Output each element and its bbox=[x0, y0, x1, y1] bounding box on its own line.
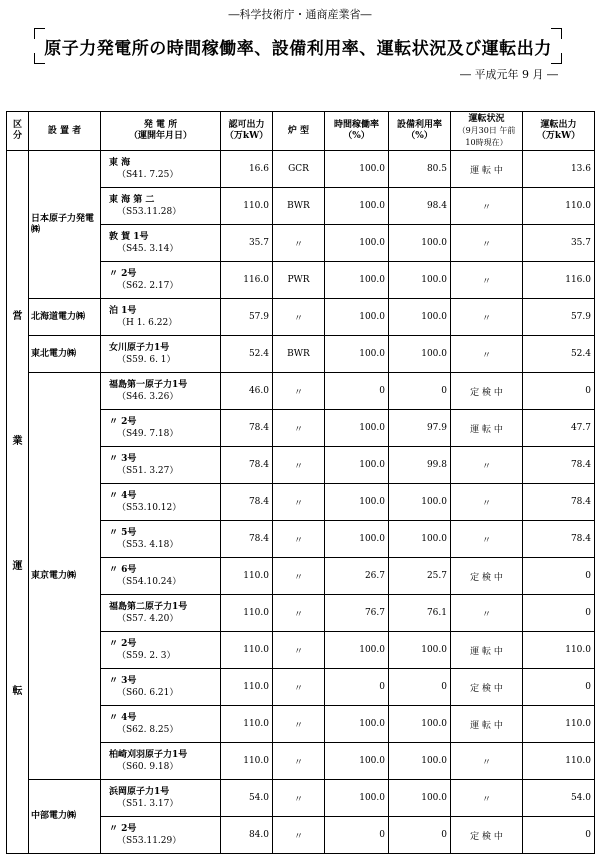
status-cell: 〃 bbox=[451, 299, 523, 336]
facility-rate-cell: 0 bbox=[389, 669, 451, 706]
plant-cell: 敦 賀 1号 （S45. 3.14） bbox=[101, 225, 221, 262]
page-title: 原子力発電所の時間稼働率、設備利用率、運転状況及び運転出力 bbox=[44, 39, 552, 59]
facility-rate-cell: 80.5 bbox=[389, 151, 451, 188]
reactor-cell: PWR bbox=[273, 262, 325, 299]
facility-rate-cell: 100.0 bbox=[389, 299, 451, 336]
time-rate-cell: 100.0 bbox=[325, 447, 389, 484]
time-rate-cell: 100.0 bbox=[325, 632, 389, 669]
col-reactor: 炉 型 bbox=[273, 112, 325, 151]
facility-rate-cell: 100.0 bbox=[389, 780, 451, 817]
facility-rate-cell: 98.4 bbox=[389, 188, 451, 225]
facility-rate-cell: 76.1 bbox=[389, 595, 451, 632]
time-rate-cell: 26.7 bbox=[325, 558, 389, 595]
company-cell: 東京電力㈱ bbox=[29, 373, 101, 780]
capacity-cell: 84.0 bbox=[221, 817, 273, 854]
output-cell: 0 bbox=[523, 558, 595, 595]
time-rate-cell: 100.0 bbox=[325, 410, 389, 447]
plant-cell: 東 海 （S41. 7.25） bbox=[101, 151, 221, 188]
facility-rate-cell: 100.0 bbox=[389, 743, 451, 780]
output-cell: 110.0 bbox=[523, 743, 595, 780]
col-status: 運転状況 （9月30日 午前10時現在） bbox=[451, 112, 523, 151]
reactor-cell: 〃 bbox=[273, 521, 325, 558]
time-rate-cell: 100.0 bbox=[325, 521, 389, 558]
capacity-cell: 52.4 bbox=[221, 336, 273, 373]
facility-rate-cell: 25.7 bbox=[389, 558, 451, 595]
plant-cell: 〃 2号 （S59. 2. 3） bbox=[101, 632, 221, 669]
output-cell: 54.0 bbox=[523, 780, 595, 817]
plant-cell: 浜岡原子力1号 （S51. 3.17） bbox=[101, 780, 221, 817]
output-cell: 116.0 bbox=[523, 262, 595, 299]
status-cell: 〃 bbox=[451, 447, 523, 484]
time-rate-cell: 100.0 bbox=[325, 151, 389, 188]
reactor-cell: 〃 bbox=[273, 780, 325, 817]
output-cell: 110.0 bbox=[523, 188, 595, 225]
plant-cell: 〃 3号 （S60. 6.21） bbox=[101, 669, 221, 706]
reactor-cell: 〃 bbox=[273, 595, 325, 632]
time-rate-cell: 100.0 bbox=[325, 225, 389, 262]
plant-cell: 泊 1号 （H 1. 6.22） bbox=[101, 299, 221, 336]
col-time-rate: 時間稼働率 （%） bbox=[325, 112, 389, 151]
capacity-cell: 110.0 bbox=[221, 743, 273, 780]
plant-cell: 〃 2号 （S49. 7.18） bbox=[101, 410, 221, 447]
col-kubun: 区分 bbox=[7, 112, 29, 151]
time-rate-cell: 100.0 bbox=[325, 188, 389, 225]
output-cell: 110.0 bbox=[523, 632, 595, 669]
status-cell: 〃 bbox=[451, 336, 523, 373]
output-cell: 78.4 bbox=[523, 447, 595, 484]
capacity-cell: 110.0 bbox=[221, 558, 273, 595]
plant-cell: 東 海 第 二 （S53.11.28） bbox=[101, 188, 221, 225]
capacity-cell: 110.0 bbox=[221, 632, 273, 669]
status-cell: 〃 bbox=[451, 484, 523, 521]
company-cell: 中部電力㈱ bbox=[29, 780, 101, 854]
table-row bbox=[7, 151, 595, 188]
reactor-cell: 〃 bbox=[273, 299, 325, 336]
status-cell: 〃 bbox=[451, 225, 523, 262]
status-cell: 〃 bbox=[451, 262, 523, 299]
capacity-cell: 116.0 bbox=[221, 262, 273, 299]
plant-cell: 〃 6号 （S54.10.24） bbox=[101, 558, 221, 595]
title-frame bbox=[34, 28, 562, 64]
reactor-cell: GCR bbox=[273, 151, 325, 188]
capacity-cell: 46.0 bbox=[221, 373, 273, 410]
status-cell: 〃 bbox=[451, 521, 523, 558]
output-cell: 110.0 bbox=[523, 706, 595, 743]
time-rate-cell: 76.7 bbox=[325, 595, 389, 632]
reactor-cell: BWR bbox=[273, 336, 325, 373]
status-cell: 〃 bbox=[451, 188, 523, 225]
reactor-cell: 〃 bbox=[273, 743, 325, 780]
time-rate-cell: 100.0 bbox=[325, 706, 389, 743]
facility-rate-cell: 100.0 bbox=[389, 632, 451, 669]
facility-rate-cell: 99.8 bbox=[389, 447, 451, 484]
output-cell: 78.4 bbox=[523, 484, 595, 521]
agency-line: ―科学技術庁・通商産業省― bbox=[228, 8, 372, 21]
plant-cell: 福島第二原子力1号 （S57. 4.20） bbox=[101, 595, 221, 632]
reactor-cell: 〃 bbox=[273, 558, 325, 595]
time-rate-cell: 0 bbox=[325, 669, 389, 706]
output-cell: 13.6 bbox=[523, 151, 595, 188]
table-row bbox=[7, 336, 595, 373]
output-cell: 35.7 bbox=[523, 225, 595, 262]
status-cell: 運 転 中 bbox=[451, 410, 523, 447]
time-rate-cell: 100.0 bbox=[325, 299, 389, 336]
output-cell: 0 bbox=[523, 669, 595, 706]
capacity-cell: 16.6 bbox=[221, 151, 273, 188]
col-output: 運転出力 （万kW） bbox=[523, 112, 595, 151]
facility-rate-cell: 0 bbox=[389, 817, 451, 854]
facility-rate-cell: 100.0 bbox=[389, 336, 451, 373]
table-row bbox=[7, 373, 595, 410]
kubun-cell: 営 業 運 転 bbox=[7, 151, 29, 854]
time-rate-cell: 100.0 bbox=[325, 336, 389, 373]
status-cell: 運 転 中 bbox=[451, 151, 523, 188]
capacity-cell: 110.0 bbox=[221, 706, 273, 743]
header-row bbox=[7, 112, 595, 151]
facility-rate-cell: 100.0 bbox=[389, 521, 451, 558]
report-date: ― 平成元年 9 月 ― bbox=[460, 68, 558, 81]
capacity-cell: 78.4 bbox=[221, 410, 273, 447]
plant-cell: 柏崎刈羽原子力1号 （S60. 9.18） bbox=[101, 743, 221, 780]
facility-rate-cell: 100.0 bbox=[389, 484, 451, 521]
plant-cell: 〃 2号 （S53.11.29） bbox=[101, 817, 221, 854]
output-cell: 0 bbox=[523, 595, 595, 632]
facility-rate-cell: 97.9 bbox=[389, 410, 451, 447]
col-facility-rate: 設備利用率 （%） bbox=[389, 112, 451, 151]
col-owner: 設 置 者 bbox=[29, 112, 101, 151]
plant-cell: 〃 3号 （S51. 3.27） bbox=[101, 447, 221, 484]
reactor-cell: 〃 bbox=[273, 817, 325, 854]
capacity-cell: 35.7 bbox=[221, 225, 273, 262]
status-cell: 定 検 中 bbox=[451, 373, 523, 410]
company-cell: 東北電力㈱ bbox=[29, 336, 101, 373]
status-cell: 定 検 中 bbox=[451, 669, 523, 706]
plant-cell: 〃 5号 （S53. 4.18） bbox=[101, 521, 221, 558]
reactor-cell: 〃 bbox=[273, 410, 325, 447]
table-row bbox=[7, 780, 595, 817]
facility-rate-cell: 0 bbox=[389, 373, 451, 410]
time-rate-cell: 100.0 bbox=[325, 484, 389, 521]
time-rate-cell: 0 bbox=[325, 817, 389, 854]
capacity-cell: 78.4 bbox=[221, 447, 273, 484]
capacity-cell: 110.0 bbox=[221, 595, 273, 632]
output-cell: 0 bbox=[523, 373, 595, 410]
output-cell: 52.4 bbox=[523, 336, 595, 373]
plant-cell: 福島第一原子力1号 （S46. 3.26） bbox=[101, 373, 221, 410]
time-rate-cell: 100.0 bbox=[325, 780, 389, 817]
status-cell: 〃 bbox=[451, 595, 523, 632]
company-cell: 北海道電力㈱ bbox=[29, 299, 101, 336]
output-cell: 78.4 bbox=[523, 521, 595, 558]
reactor-cell: 〃 bbox=[273, 225, 325, 262]
reactor-cell: 〃 bbox=[273, 447, 325, 484]
plant-cell: 〃 4号 （S53.10.12） bbox=[101, 484, 221, 521]
status-cell: 運 転 中 bbox=[451, 632, 523, 669]
status-cell: 定 検 中 bbox=[451, 558, 523, 595]
col-plant: 発 電 所 （運開年月日） bbox=[101, 112, 221, 151]
capacity-cell: 110.0 bbox=[221, 188, 273, 225]
capacity-cell: 78.4 bbox=[221, 521, 273, 558]
reactor-cell: 〃 bbox=[273, 706, 325, 743]
reactor-cell: BWR bbox=[273, 188, 325, 225]
capacity-cell: 57.9 bbox=[221, 299, 273, 336]
status-cell: 運 転 中 bbox=[451, 706, 523, 743]
company-cell: 日本原子力発電㈱ bbox=[29, 151, 101, 299]
reactor-cell: 〃 bbox=[273, 484, 325, 521]
reactor-cell: 〃 bbox=[273, 669, 325, 706]
facility-rate-cell: 100.0 bbox=[389, 706, 451, 743]
facility-rate-cell: 100.0 bbox=[389, 262, 451, 299]
plant-table bbox=[6, 111, 595, 854]
output-cell: 57.9 bbox=[523, 299, 595, 336]
capacity-cell: 54.0 bbox=[221, 780, 273, 817]
output-cell: 47.7 bbox=[523, 410, 595, 447]
capacity-cell: 78.4 bbox=[221, 484, 273, 521]
time-rate-cell: 0 bbox=[325, 373, 389, 410]
table-row bbox=[7, 299, 595, 336]
reactor-cell: 〃 bbox=[273, 632, 325, 669]
plant-cell: 〃 4号 （S62. 8.25） bbox=[101, 706, 221, 743]
plant-cell: 〃 2号 （S62. 2.17） bbox=[101, 262, 221, 299]
col-capacity: 認可出力 （万kW） bbox=[221, 112, 273, 151]
reactor-cell: 〃 bbox=[273, 373, 325, 410]
time-rate-cell: 100.0 bbox=[325, 743, 389, 780]
status-cell: 定 検 中 bbox=[451, 817, 523, 854]
status-cell: 〃 bbox=[451, 780, 523, 817]
time-rate-cell: 100.0 bbox=[325, 262, 389, 299]
facility-rate-cell: 100.0 bbox=[389, 225, 451, 262]
status-cell: 〃 bbox=[451, 743, 523, 780]
output-cell: 0 bbox=[523, 817, 595, 854]
capacity-cell: 110.0 bbox=[221, 669, 273, 706]
plant-cell: 女川原子力1号 （S59. 6. 1） bbox=[101, 336, 221, 373]
